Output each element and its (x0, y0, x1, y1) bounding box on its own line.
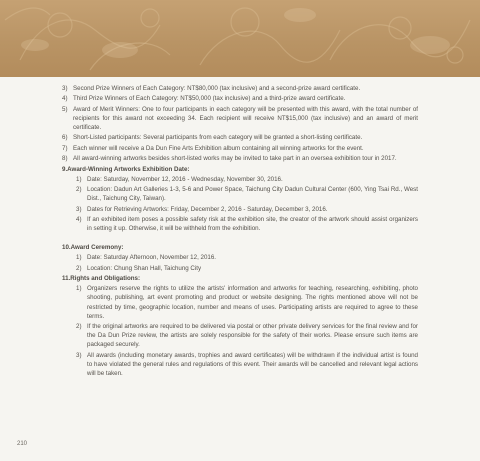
list-item: 5) Award of Merit Winners: One to four participants in each category will be presented with this award, with the total number of recipients for this award not exceeding 34. Each recipient will receive NT$15,000 (tax inclusive) and an award of merit certificate. (62, 105, 418, 131)
rights-list (62, 284, 418, 378)
list-item: 6) Short-Listed participants: Several participants from each category will be granted a short-listing certificate. (62, 134, 363, 142)
section-heading-ceremony: 10.Award Ceremony: (62, 244, 124, 252)
list-item: 7) Each winner will receive a Da Dun Fine Arts Exhibition album containing all winning artworks for the event. (62, 144, 364, 152)
list-item: 1) Organizers reserve the rights to utilize the artists' information and artworks for teaching, researching, exhibiting, photo shooting, publishing, art event promoting and product or website designing. The rights mentioned above will not be restricted by time, geographic location, number and means of uses. Participating artists are required to agree to these terms. (76, 285, 418, 320)
exhibition-list (62, 175, 418, 233)
list-item: 3) Dates for Retrieving Artworks: Friday, December 2, 2016 - Saturday, December 3, 2016. (76, 205, 328, 213)
list-item: 3) Second Prize Winners of Each Category: NT$80,000 (tax inclusive) and a second-prize award certificate. (62, 85, 361, 92)
list-item: 2) Location: Dadun Art Galleries 1-3, 5-6 and Power Space, Taichung City Dadun Cultural Center (600, Ying Tsai Rd., West Dist., Taichung City, Taiwan). (76, 186, 418, 203)
list-item: 3) All awards (including monetary awards, trophies and award certificates) will be withdrawn if the individual artist is found to have violated the general rules and regulations of this event. Their awards will be cancelled and relevant legal actions will be taken. (76, 351, 418, 377)
floral-pattern-decoration (0, 0, 480, 77)
award-list (62, 84, 418, 163)
list-item: 2) Location: Chung Shan Hall, Taichung City (76, 264, 202, 272)
list-item: 2) If the original artworks are required to be delivered via postal or other private delivery services for the final review and for the Da Dun Prize review, the artists are solely responsible for the safety of their works. Please ensure such items are packaged securely. (76, 323, 418, 349)
header-banner (0, 0, 480, 77)
page-number: 210 (17, 441, 28, 447)
section-heading-rights: 11.Rights and Obligations: (62, 275, 141, 283)
list-item: 1) Date: Saturday, November 12, 2016 - Wednesday, November 30, 2016. (76, 175, 283, 183)
document-content (62, 84, 418, 379)
list-item: 4) Third Prize Winners of Each Category: NT$50,000 (tax inclusive) and a third-prize award certificate. (62, 95, 346, 103)
list-item: 4) If an exhibited item poses a possible safety risk at the exhibition site, the creator of the artwork should assist organizers in setting it up. Otherwise, it will be withheld from the exhibition. (76, 215, 418, 232)
section-heading-exhibition: 9.Award-Winning Artworks Exhibition Date: (62, 165, 190, 173)
ceremony-list (62, 253, 418, 272)
list-item: 1) Date: Saturday Afternoon, November 12, 2016. (76, 254, 216, 262)
list-item: 8) All award-winning artworks besides short-listed works may be invited to take part in an oversea exhibition tour in 2017. (62, 155, 397, 163)
